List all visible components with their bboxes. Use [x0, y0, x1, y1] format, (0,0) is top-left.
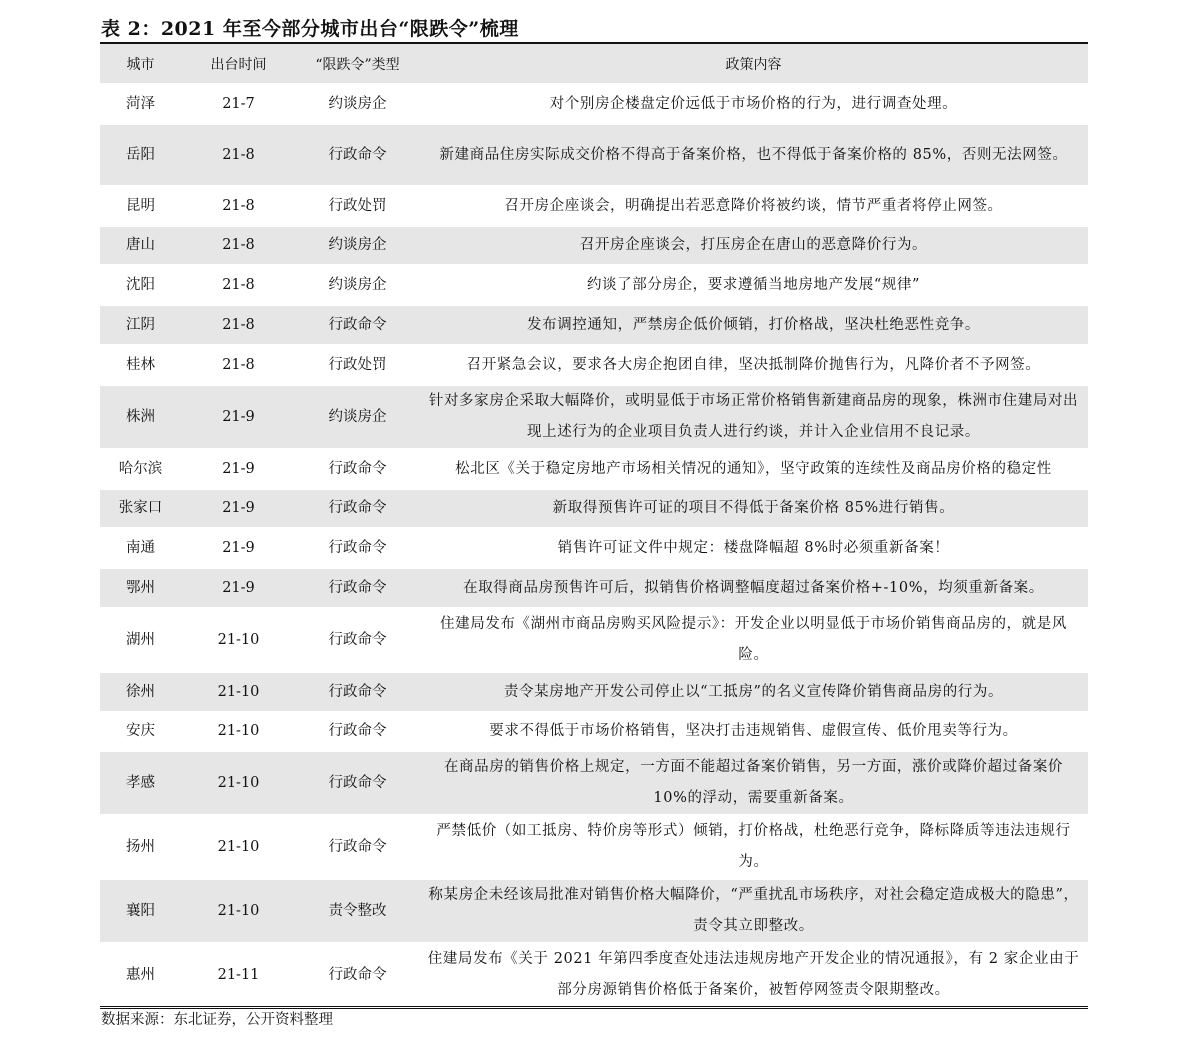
cell-city: 江阴	[126, 316, 155, 333]
cell-content: 松北区《关于稳定房地产市场相关情况的通知》，坚守政策的连续性及商品房价格的稳定性	[455, 460, 1052, 477]
cell-time: 21-8	[222, 276, 255, 293]
header-type: “限跌令”类型	[296, 43, 419, 84]
cell-city: 鄂州	[126, 579, 155, 596]
cell-content: 在取得商品房预售许可后，拟销售价格调整幅度超过备案价格+-10%，均须重新备案。	[463, 579, 1044, 596]
header-time: 出台时间	[181, 43, 296, 84]
cell-time: 21-10	[217, 723, 260, 739]
cell-city: 唐山	[126, 237, 155, 253]
table-row	[100, 608, 1088, 672]
table-row	[100, 265, 1088, 305]
header-city: 城市	[100, 43, 181, 84]
table-row	[100, 943, 1088, 1008]
cell-type: 行政命令	[328, 838, 387, 855]
cell-type: 行政命令	[328, 683, 387, 700]
table-row	[100, 672, 1088, 712]
cell-city: 襄阳	[126, 902, 155, 919]
table-row	[100, 815, 1088, 879]
cell-time: 21-10	[217, 902, 260, 919]
cell-time: 21-9	[222, 539, 255, 556]
source-note: 数据来源：东北证券，公开资料整理	[101, 1012, 333, 1028]
cell-type: 行政命令	[328, 500, 387, 516]
cell-time: 21-9	[222, 460, 255, 477]
table-header-row	[100, 43, 1088, 84]
cell-type: 行政命令	[328, 316, 387, 333]
cell-type: 行政命令	[328, 579, 387, 596]
table-row	[100, 449, 1088, 489]
cell-city: 岳阳	[126, 146, 155, 163]
policy-table	[100, 42, 1088, 1009]
cell-content: 对个别房企楼盘定价远低于市场价格的行为，进行调查处理。	[549, 95, 958, 112]
table-row	[100, 879, 1088, 943]
table-row	[100, 712, 1088, 751]
cell-city: 南通	[126, 539, 155, 556]
cell-time: 21-8	[222, 197, 255, 214]
cell-content: 新建商品住房实际成交价格不得高于备案价格，也不得低于备案价格的 85%，否则无法网签。	[439, 146, 1068, 163]
table-row	[100, 124, 1088, 186]
cell-content: 责令某房地产开发公司停止以“工抵房”的名义宣传降价销售商品房的行为。	[503, 683, 1004, 700]
cell-type: 行政命令	[328, 723, 387, 739]
cell-type: 行政命令	[328, 146, 387, 163]
table-row	[100, 305, 1088, 345]
cell-type: 约谈房企	[328, 95, 387, 112]
cell-type: 行政处罚	[328, 356, 387, 373]
cell-content: 召开紧急会议，要求各大房企抱团自律，坚决抵制降价抛售行为，凡降价者不予网签。	[466, 356, 1041, 373]
cell-type: 约谈房企	[328, 237, 387, 253]
cell-type: 行政命令	[328, 774, 387, 791]
table-row	[100, 568, 1088, 608]
cell-type: 责令整改	[328, 902, 387, 919]
cell-content: 严禁低价（如工抵房、特价房等形式）倾销，打价格战，杜绝恶行竞争，降标降质等违法违规行为。	[436, 823, 1071, 870]
cell-content: 住建局发布《湖州市商品房购买风险提示》：开发企业以明显低于市场价销售商品房的，就是风险。	[440, 616, 1067, 663]
cell-content: 销售许可证文件中规定：楼盘降幅超 8%时必须重新备案！	[557, 539, 950, 556]
cell-city: 湖州	[126, 631, 155, 648]
cell-type: 行政命令	[328, 539, 387, 556]
cell-city: 安庆	[126, 723, 155, 739]
cell-time: 21-8	[222, 146, 255, 163]
cell-city: 徐州	[126, 683, 155, 700]
cell-content: 称某房企未经该局批准对销售价格大幅降价，“严重扰乱市场秩序，对社会稳定造成极大的隐患”，责令其立即整改。	[428, 887, 1079, 934]
cell-city: 惠州	[126, 966, 155, 983]
cell-content: 要求不得低于市场价格销售，坚决打击违规销售、虚假宣传、低价甩卖等行为。	[489, 723, 1018, 739]
cell-time: 21-8	[222, 237, 255, 253]
cell-city: 张家口	[118, 500, 163, 516]
table-title: 表 2：2021 年至今部分城市出台“限跌令”梳理	[101, 18, 519, 40]
cell-city: 株洲	[126, 408, 155, 425]
cell-type: 约谈房企	[328, 408, 387, 425]
cell-content: 新取得预售许可证的项目不得低于备案价格 85%进行销售。	[552, 500, 955, 516]
cell-content: 住建局发布《关于 2021 年第四季度查处违法违规房地产开发企业的情况通报》，有 2 家企业由于部分房源销售价格低于备案价，被暂停网签责令限期整改。	[427, 951, 1080, 998]
cell-content: 召开房企座谈会，打压房企在唐山的恶意降价行为。	[579, 237, 928, 253]
table-row	[100, 226, 1088, 265]
cell-content: 约谈了部分房企，要求遵循当地房地产发展“规律”	[586, 276, 921, 293]
table-row	[100, 186, 1088, 226]
cell-type: 行政命令	[328, 631, 387, 648]
table-row	[100, 385, 1088, 449]
table-row	[100, 489, 1088, 528]
cell-content: 在商品房的销售价格上规定，一方面不能超过备案价销售，另一方面，涨价或降价超过备案价 10%的浮动，需要重新备案。	[443, 759, 1064, 806]
cell-city: 孝感	[126, 774, 155, 791]
cell-time: 21-8	[222, 316, 255, 333]
cell-city: 菏泽	[126, 95, 155, 112]
table-row	[100, 345, 1088, 385]
cell-time: 21-8	[222, 356, 255, 373]
cell-type: 行政命令	[328, 460, 387, 477]
cell-time: 21-11	[217, 966, 260, 983]
cell-type: 行政处罚	[328, 197, 387, 214]
cell-city: 沈阳	[126, 276, 155, 293]
cell-type: 行政命令	[328, 966, 387, 983]
cell-content: 针对多家房企采取大幅降价，或明显低于市场正常价格销售新建商品房的现象，株洲市住建局对出现上述行为的企业项目负责人进行约谈，并计入企业信用不良记录。	[428, 393, 1079, 440]
table-row	[100, 528, 1088, 568]
cell-city: 扬州	[126, 838, 155, 855]
cell-time: 21-7	[222, 95, 255, 112]
cell-time: 21-9	[222, 500, 255, 516]
cell-city: 桂林	[126, 356, 155, 373]
cell-content: 发布调控通知，严禁房企低价倾销，打价格战，坚决杜绝恶性竞争。	[527, 316, 980, 333]
table-row	[100, 751, 1088, 815]
cell-content: 召开房企座谈会，明确提出若恶意降价将被约谈，情节严重者将停止网签。	[504, 197, 1003, 214]
cell-time: 21-10	[217, 683, 260, 700]
cell-time: 21-9	[222, 408, 255, 425]
cell-time: 21-10	[217, 774, 260, 791]
cell-time: 21-9	[222, 579, 255, 596]
header-content: 政策内容	[419, 43, 1088, 84]
cell-city: 哈尔滨	[118, 460, 163, 477]
table-row	[100, 84, 1088, 124]
cell-time: 21-10	[217, 631, 260, 648]
cell-type: 约谈房企	[328, 276, 387, 293]
cell-city: 昆明	[126, 197, 155, 214]
cell-time: 21-10	[217, 838, 260, 855]
